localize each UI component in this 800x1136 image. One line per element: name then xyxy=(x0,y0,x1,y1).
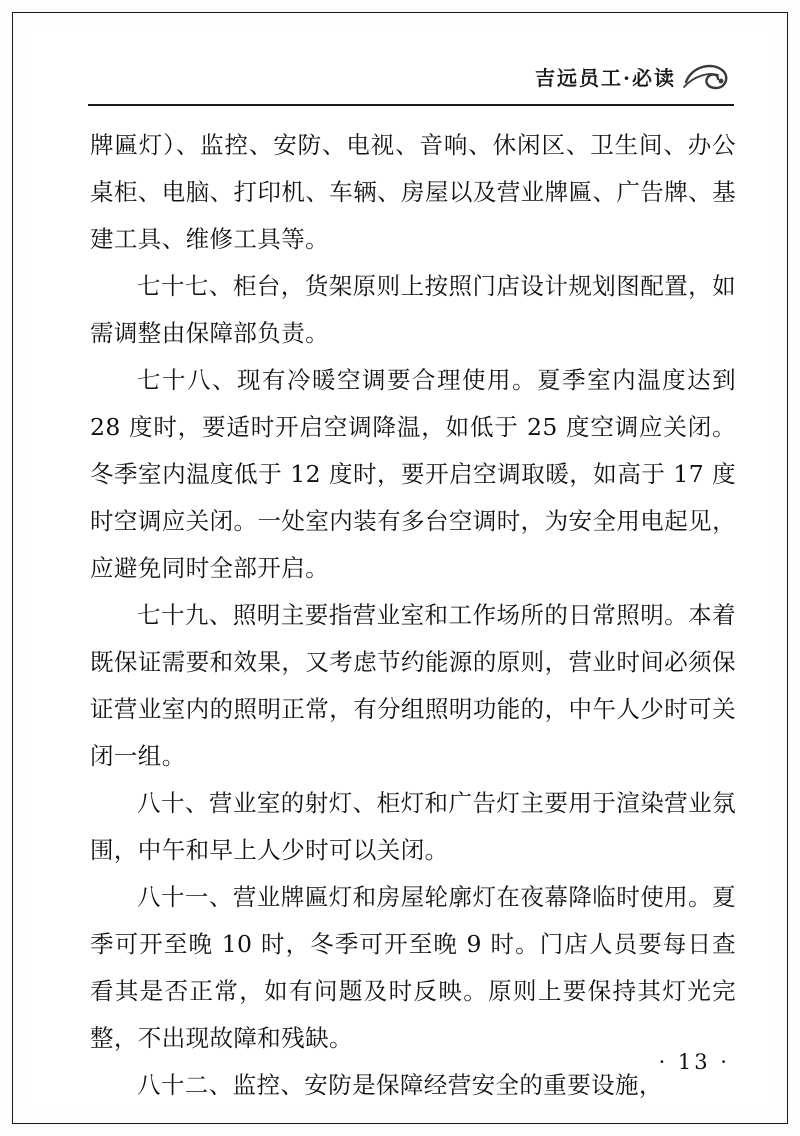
running-title: 吉远员工·必读 xyxy=(535,66,676,90)
body-text xyxy=(90,122,736,1109)
paragraph-78: 七十八、现有冷暖空调要合理使用。夏季室内温度达到 28 度时，要适时开启空调降温，如低于 25 度空调应关闭。冬季室内温度低于 12 度时，要开启空调取暖，如高于 17 度时空调应关闭。一处室内装有多台空调时，为安全用电起见，应避免同时全部开启。 xyxy=(90,366,736,582)
paragraph-continued: 牌匾灯）、监控、安防、电视、音响、休闲区、卫生间、办公桌柜、电脑、打印机、车辆、房屋以及营业牌匾、广告牌、基建工具、维修工具等。 xyxy=(90,131,736,253)
paragraph-80: 八十、营业室的射灯、柜灯和广告灯主要用于渲染营业氛围，中午和早上人少时可以关闭。 xyxy=(90,789,736,864)
paragraph-82: 八十二、监控、安防是保障经营安全的重要设施， xyxy=(137,1071,663,1099)
page-number: · 13 · xyxy=(658,1050,730,1074)
paragraph-79: 七十九、照明主要指营业室和工作场所的日常照明。本着既保证需要和效果，又考虑节约能源的原则，营业时间必须保证营业室内的照明正常，有分组照明功能的，中午人少时可关闭一组。 xyxy=(90,601,736,770)
paragraph-77: 七十七、柜台，货架原则上按照门店设计规划图配置，如需调整由保障部负责。 xyxy=(90,272,736,347)
page-header xyxy=(88,62,734,118)
header-divider xyxy=(88,104,734,106)
paragraph-81: 八十一、营业牌匾灯和房屋轮廓灯在夜幕降临时使用。夏季可开至晚 10 时，冬季可开至晚 9 时。门店人员要每日查看其是否正常，如有问题及时反映。原则上要保持其灯光完整，不出现故障和残缺。 xyxy=(90,883,736,1052)
swirl-ornament-icon xyxy=(682,56,734,96)
